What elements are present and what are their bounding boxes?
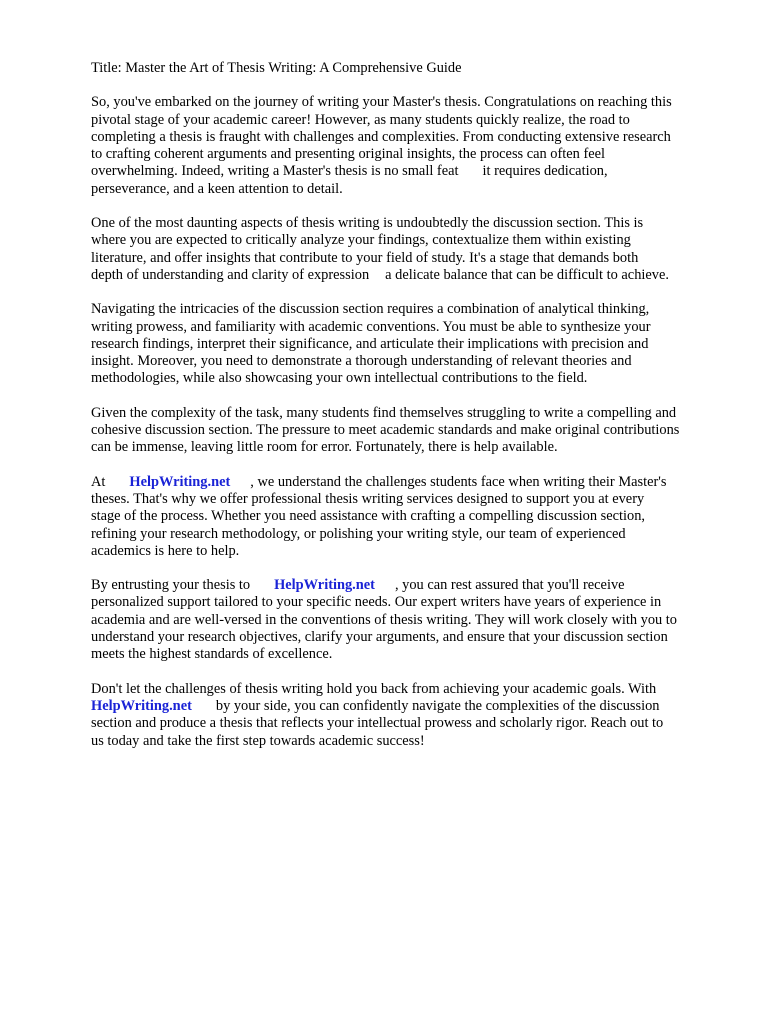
paragraph-at-service: [91, 474, 731, 560]
text-line: [91, 163, 731, 180]
text-line: Given the complexity of the task, many students find themselves struggling to write a compelling and: [91, 404, 677, 421]
text-segment: By entrusting your thesis to: [91, 577, 251, 594]
text-segment: , you can rest assured that you'll receive: [394, 577, 625, 594]
text-segment: overwhelming. Indeed, writing a Master's thesis is no small feat: [91, 163, 459, 180]
text-line: One of the most daunting aspects of thesis writing is undoubtedly the discussion section. This is: [91, 215, 644, 232]
text-line: stage of the process. Whether you need assistance with crafting a compelling discussion section,: [91, 508, 646, 525]
text-line: can be immense, leaving little room for error. Fortunately, there is help available.: [91, 439, 558, 456]
text-line: refining your research methodology, or polishing your writing style, our team of experienced: [91, 525, 626, 542]
document-title: Title: Master the Art of Thesis Writing: A Comprehensive Guide: [91, 60, 462, 76]
text-line: us today and take the first step towards academic success!: [91, 732, 425, 749]
text-line: meets the highest standards of excellence.: [91, 646, 333, 663]
text-segment: depth of understanding and clarity of expression: [91, 266, 370, 283]
text-line: cohesive discussion section. The pressure to meet academic standards and make original contributions: [91, 422, 680, 439]
text-line: academics is here to help.: [91, 542, 240, 559]
text-line: [91, 267, 731, 284]
text-line: literature, and offer insights that contribute to your field of study. It's a stage that demands both: [91, 249, 639, 266]
text-segment: a delicate balance that can be difficult to achieve.: [385, 266, 669, 283]
text-line: methodologies, while also showcasing your own intellectual contributions to the field.: [91, 370, 588, 387]
text-line: insight. Moreover, you need to demonstrate a thorough understanding of relevant theories and: [91, 353, 632, 370]
text-line: section and produce a thesis that reflects your intellectual prowess and scholarly rigor. Reach out to: [91, 715, 664, 732]
text-line: Navigating the intricacies of the discussion section requires a combination of analytical thinking,: [91, 301, 650, 318]
helpwriting-link[interactable]: HelpWriting.net: [129, 473, 231, 490]
helpwriting-link[interactable]: HelpWriting.net: [274, 577, 375, 594]
text-line: [91, 577, 731, 594]
text-line: Don't let the challenges of thesis writing hold you back from achieving your academic goals. With: [91, 680, 657, 697]
text-segment: At: [91, 473, 106, 490]
text-line: where you are expected to critically analyze your findings, contextualize them within existing: [91, 232, 631, 249]
text-line: [91, 698, 731, 715]
paragraph-closing: [91, 681, 731, 750]
document-page: [91, 60, 731, 767]
text-segment: by your side, you can confidently navigate the complexities of the discussion: [215, 697, 660, 714]
text-line: academia and are well-versed in the conventions of thesis writing. They will work closely with you to: [91, 611, 678, 628]
text-line: completing a thesis is fraught with challenges and complexities. From conducting extensive research: [91, 128, 671, 145]
text-line: writing prowess, and familiarity with academic conventions. You must be able to synthesize your: [91, 318, 651, 335]
text-line: pivotal stage of your academic career! However, as many students quickly realize, the road to: [91, 111, 630, 128]
text-line: personalized support tailored to your specific needs. Our expert writers have years of experience in: [91, 594, 662, 611]
text-line: [91, 474, 731, 491]
paragraph-intro: [91, 94, 731, 198]
text-line: theses. That's why we offer professional thesis writing services designed to support you at every: [91, 490, 645, 507]
paragraph-entrusting: [91, 577, 731, 663]
paragraph-complexity: [91, 405, 731, 457]
paragraph-discussion: [91, 215, 731, 284]
text-line: perseverance, and a keen attention to detail.: [91, 180, 343, 197]
text-segment: , we understand the challenges students face when writing their Master's: [250, 473, 667, 490]
text-line: understand your research objectives, clarify your arguments, and ensure that your discussion section: [91, 629, 668, 646]
text-segment: it requires dedication,: [482, 163, 608, 180]
text-line: research findings, interpret their significance, and articulate their implications with precision and: [91, 335, 649, 352]
text-line: So, you've embarked on the journey of writing your Master's thesis. Congratulations on reaching this: [91, 94, 672, 111]
helpwriting-link[interactable]: HelpWriting.net: [91, 697, 192, 714]
paragraph-navigating: [91, 301, 731, 387]
text-line: to crafting coherent arguments and presenting original insights, the process can often feel: [91, 146, 606, 163]
